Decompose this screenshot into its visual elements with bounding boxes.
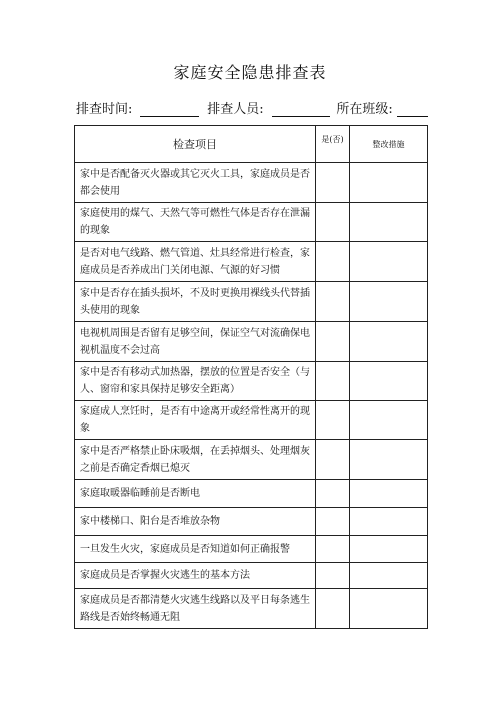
table-row	[75, 589, 428, 629]
row-item-text: 家庭取暖器临睡前是否断电	[75, 480, 316, 508]
header-yes-no: 是(否)	[316, 126, 350, 163]
table-row	[75, 282, 428, 322]
row-item-text: 家庭成员是否都清楚火灾逃生线路以及平日每条逃生路线是否始终畅通无阻	[75, 589, 316, 629]
row-item-text: 家中是否严格禁止卧床吸烟，在丢掉烟头、处理烟灰之前是否确定香烟已熄灭	[75, 440, 316, 480]
row-item-text: 家中是否存在插头损坏，不及时更换用裸线头代替插头使用的现象	[75, 282, 316, 322]
rectify-cell	[350, 563, 428, 589]
rectify-cell	[350, 242, 428, 282]
yes-no-cell	[316, 536, 350, 563]
page-title: 家庭安全隐患排查表	[173, 63, 327, 82]
row-item-text: 家庭使用的煤气、天然气等可燃性气体是否存在泄漏的现象	[75, 203, 316, 242]
rectify-cell	[350, 322, 428, 362]
table-row	[75, 242, 428, 282]
checker-blank	[272, 102, 331, 117]
yes-no-cell	[316, 362, 350, 401]
table-row	[75, 163, 428, 203]
rectify-cell	[350, 163, 428, 203]
table-row	[75, 401, 428, 440]
check-time-label: 排查时间:	[76, 102, 133, 117]
yes-no-cell	[316, 163, 350, 203]
yes-no-cell	[316, 589, 350, 629]
yes-no-cell	[316, 322, 350, 362]
check-time-blank	[140, 102, 199, 117]
row-item-text: 一旦发生火灾，家庭成员是否知道如何正确报警	[75, 536, 316, 563]
row-item-text: 家中是否配备灭火器或其它灭火工具，家庭成员是否都会使用	[75, 163, 316, 203]
rectify-cell	[350, 362, 428, 401]
rectify-cell	[350, 440, 428, 480]
class-blank	[397, 102, 428, 117]
rectify-cell	[350, 589, 428, 629]
rectify-cell	[350, 401, 428, 440]
row-item-text: 家中楼梯口、阳台是否堆放杂物	[75, 508, 316, 536]
table-row	[75, 480, 428, 508]
row-item-text: 家庭成员是否掌握火灾逃生的基本方法	[75, 563, 316, 589]
rectify-cell	[350, 282, 428, 322]
header-item: 检查项目	[75, 126, 316, 163]
class-label: 所在班级:	[336, 102, 393, 117]
checker-label: 排查人员:	[207, 102, 264, 117]
yes-no-cell	[316, 563, 350, 589]
yes-no-cell	[316, 203, 350, 242]
row-item-text: 家中是否有移动式加热器，摆放的位置是否安全（与人、窗帘和家具保持足够安全距离）	[75, 362, 316, 401]
yes-no-cell	[316, 242, 350, 282]
row-item-text: 电视机周围是否留有足够空间，保证空气对流确保电视机温度不会过高	[75, 322, 316, 362]
table-row	[75, 362, 428, 401]
yes-no-cell	[316, 401, 350, 440]
header-rectify: 整改措施	[350, 126, 428, 163]
row-item-text: 是否对电气线路、燃气管道、灶具经常进行检查，家庭成员是否养成出门关闭电源、气源的好习惯	[75, 242, 316, 282]
row-item-text: 家庭成人烹饪时，是否有中途离开或经常性离开的现象	[75, 401, 316, 440]
inspection-table	[74, 125, 428, 629]
rectify-cell	[350, 480, 428, 508]
table-row	[75, 508, 428, 536]
yes-no-cell	[316, 508, 350, 536]
yes-no-cell	[316, 440, 350, 480]
yes-no-cell	[316, 282, 350, 322]
rectify-cell	[350, 203, 428, 242]
table-row	[75, 563, 428, 589]
yes-no-cell	[316, 480, 350, 508]
table-header-row	[75, 126, 428, 163]
table-row	[75, 203, 428, 242]
table-row	[75, 440, 428, 480]
rectify-cell	[350, 536, 428, 563]
meta-line	[76, 98, 428, 117]
table-row	[75, 536, 428, 563]
table-row	[75, 322, 428, 362]
rectify-cell	[350, 508, 428, 536]
